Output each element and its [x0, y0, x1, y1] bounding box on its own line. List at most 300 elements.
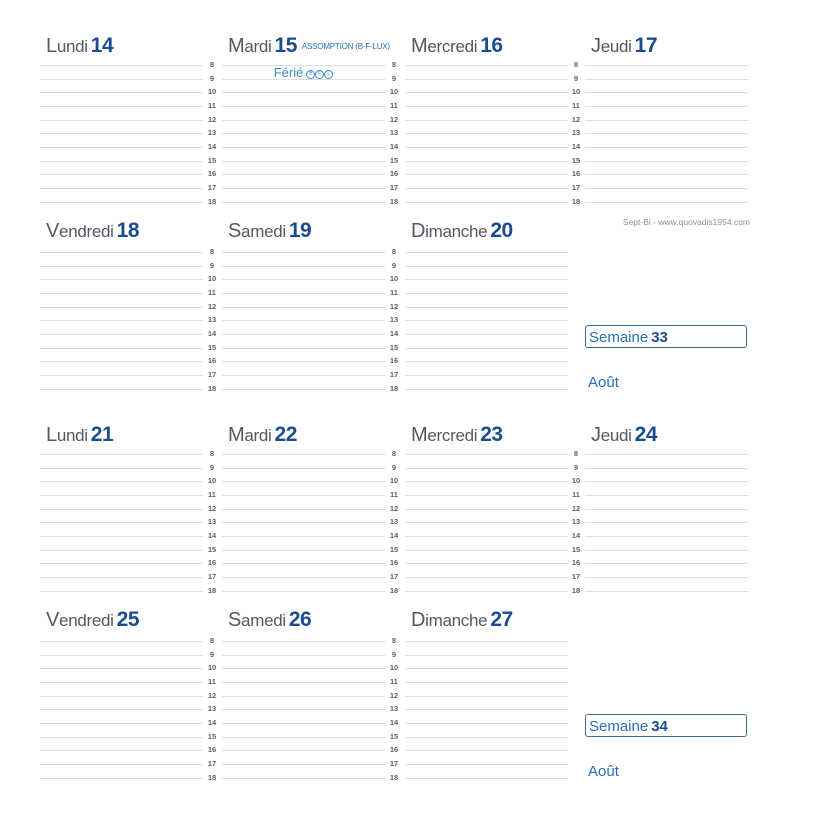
hour-line[interactable] — [405, 591, 568, 592]
hour-label: 17 — [207, 182, 217, 192]
hour-line[interactable] — [40, 307, 203, 308]
hour-line[interactable] — [222, 709, 385, 710]
day-block — [405, 35, 568, 204]
day-name-initial: M — [228, 424, 245, 446]
hour-label: 15 — [389, 342, 399, 352]
hour-line[interactable] — [222, 266, 385, 267]
day-number: 27 — [490, 608, 513, 631]
hour-line[interactable] — [405, 293, 568, 294]
hour-line[interactable] — [405, 764, 568, 765]
hour-line[interactable] — [40, 454, 203, 455]
hour-label: 15 — [207, 155, 217, 165]
hour-line[interactable] — [40, 655, 203, 656]
country-badge-icon: L — [324, 70, 333, 79]
hour-label: 12 — [571, 114, 581, 124]
hour-line[interactable] — [585, 65, 748, 66]
day-name-rest: eudi — [600, 37, 632, 56]
hour-label: 18 — [207, 196, 217, 206]
hour-line[interactable] — [405, 641, 568, 642]
hour-line[interactable] — [405, 668, 568, 669]
hour-line[interactable] — [40, 120, 203, 121]
hour-line[interactable] — [405, 133, 568, 134]
hour-line[interactable] — [405, 682, 568, 683]
hour-line[interactable] — [585, 577, 748, 578]
hour-line[interactable] — [405, 320, 568, 321]
hour-line[interactable] — [222, 668, 385, 669]
hour-line[interactable] — [405, 750, 568, 751]
day-block — [585, 424, 748, 593]
day-name-rest: ardi — [244, 37, 272, 56]
hour-line[interactable] — [40, 334, 203, 335]
day-name-initial: D — [411, 609, 426, 631]
day-name-rest: amedi — [241, 611, 286, 630]
hour-line[interactable] — [222, 174, 385, 175]
hour-line[interactable] — [40, 468, 203, 469]
week-label — [589, 718, 668, 735]
hour-line[interactable] — [222, 120, 385, 121]
hour-line[interactable] — [222, 696, 385, 697]
hour-label: 16 — [389, 558, 399, 568]
hour-line[interactable] — [405, 161, 568, 162]
hour-line[interactable] — [222, 481, 385, 482]
hour-line[interactable] — [585, 92, 748, 93]
hour-line[interactable] — [222, 106, 385, 107]
hour-label: 8 — [391, 60, 397, 69]
hour-label: 14 — [207, 717, 217, 727]
hour-line[interactable] — [585, 79, 748, 80]
hour-line[interactable] — [405, 778, 568, 779]
day-name — [46, 426, 88, 445]
hour-line[interactable] — [405, 252, 568, 253]
day-number: 15 — [274, 34, 297, 57]
hour-line[interactable] — [585, 468, 748, 469]
hour-line[interactable] — [40, 764, 203, 765]
day-title — [46, 424, 113, 445]
hour-line[interactable] — [585, 495, 748, 496]
hour-line[interactable] — [405, 454, 568, 455]
hour-line[interactable] — [585, 202, 748, 203]
hour-label: 12 — [207, 301, 217, 311]
hour-line[interactable] — [405, 348, 568, 349]
hour-line[interactable] — [40, 550, 203, 551]
hour-label: 12 — [207, 503, 217, 513]
day-name-rest: endredi — [59, 611, 114, 630]
hour-line[interactable] — [40, 563, 203, 564]
hour-label: 8 — [573, 449, 579, 458]
hour-line[interactable] — [405, 723, 568, 724]
hour-line[interactable] — [40, 320, 203, 321]
hour-line[interactable] — [222, 147, 385, 148]
hour-line[interactable] — [222, 723, 385, 724]
day-name — [411, 222, 487, 241]
hour-label: 8 — [209, 636, 215, 645]
hour-line[interactable] — [40, 682, 203, 683]
hour-label: 17 — [389, 182, 399, 192]
hour-line[interactable] — [585, 174, 748, 175]
hour-line[interactable] — [40, 495, 203, 496]
hour-line[interactable] — [40, 79, 203, 80]
hour-line[interactable] — [585, 509, 748, 510]
day-title — [46, 35, 113, 56]
hour-line[interactable] — [405, 737, 568, 738]
hour-label: 11 — [390, 100, 398, 110]
hour-label: 18 — [207, 772, 217, 782]
hour-label: 16 — [389, 169, 399, 179]
hour-line[interactable] — [222, 65, 385, 66]
hour-label: 15 — [571, 155, 581, 165]
hour-line[interactable] — [40, 737, 203, 738]
hour-label: 9 — [209, 260, 215, 270]
day-number: 16 — [480, 34, 503, 57]
day-name-rest: imanche — [425, 611, 488, 630]
hour-line[interactable] — [222, 161, 385, 162]
hour-line[interactable] — [405, 120, 568, 121]
hour-line[interactable] — [222, 307, 385, 308]
hour-label: 18 — [571, 585, 581, 595]
hour-line[interactable] — [585, 550, 748, 551]
hour-line[interactable] — [222, 334, 385, 335]
publisher-credit: Sept-Bi - www.quovadis1954.com — [622, 217, 750, 227]
hour-label: 11 — [208, 287, 216, 297]
hour-line[interactable] — [40, 389, 203, 390]
country-badge-icon: B — [306, 70, 315, 79]
hour-line[interactable] — [405, 655, 568, 656]
hour-label: 12 — [571, 503, 581, 513]
day-name-initial: J — [591, 424, 601, 446]
hour-line[interactable] — [405, 174, 568, 175]
hour-line[interactable] — [222, 591, 385, 592]
hour-line[interactable] — [405, 361, 568, 362]
hour-label: 11 — [208, 100, 216, 110]
day-name — [46, 222, 114, 241]
hour-label: 10 — [571, 87, 581, 97]
hour-label: 12 — [207, 114, 217, 124]
hour-line[interactable] — [405, 202, 568, 203]
hour-line[interactable] — [40, 202, 203, 203]
hour-line[interactable] — [585, 106, 748, 107]
hour-label: 17 — [389, 571, 399, 581]
hour-line[interactable] — [40, 375, 203, 376]
day-name — [411, 37, 477, 56]
hour-line[interactable] — [40, 591, 203, 592]
hour-label: 11 — [390, 287, 398, 297]
hour-line[interactable] — [405, 307, 568, 308]
day-name-rest: ercredi — [427, 37, 478, 56]
hour-line[interactable] — [405, 563, 568, 564]
hour-line[interactable] — [585, 133, 748, 134]
hour-line[interactable] — [40, 577, 203, 578]
hour-line[interactable] — [222, 550, 385, 551]
day-name-rest: eudi — [600, 426, 632, 445]
hour-label: 14 — [207, 530, 217, 540]
hour-line[interactable] — [40, 188, 203, 189]
hour-line[interactable] — [405, 495, 568, 496]
hour-line[interactable] — [222, 737, 385, 738]
hour-label: 14 — [389, 328, 399, 338]
day-name-initial: M — [228, 35, 245, 57]
hour-line[interactable] — [405, 550, 568, 551]
hour-label: 14 — [389, 717, 399, 727]
day-number: 22 — [274, 423, 297, 446]
hour-line[interactable] — [405, 106, 568, 107]
hour-line[interactable] — [405, 481, 568, 482]
hour-label: 14 — [571, 530, 581, 540]
day-name — [411, 426, 477, 445]
hour-label: 11 — [208, 676, 216, 686]
hour-line[interactable] — [40, 696, 203, 697]
day-number: 17 — [634, 34, 658, 57]
day-name — [228, 222, 286, 241]
hour-label: 14 — [389, 141, 399, 151]
hour-label: 11 — [390, 676, 398, 686]
day-title — [591, 35, 657, 56]
hour-line[interactable] — [40, 522, 203, 523]
hour-label: 10 — [207, 663, 217, 673]
hour-line[interactable] — [405, 389, 568, 390]
hour-line[interactable] — [222, 536, 385, 537]
day-block — [222, 609, 385, 780]
hour-line[interactable] — [585, 454, 748, 455]
hour-line[interactable] — [222, 778, 385, 779]
hour-line[interactable] — [40, 174, 203, 175]
week-label — [589, 329, 668, 346]
day-number: 14 — [90, 34, 114, 57]
hour-line[interactable] — [40, 709, 203, 710]
hour-label: 13 — [389, 704, 399, 714]
day-block — [40, 35, 203, 204]
hour-line[interactable] — [40, 133, 203, 134]
hour-line[interactable] — [222, 375, 385, 376]
day-title — [46, 220, 139, 241]
day-block — [405, 424, 568, 593]
hour-line[interactable] — [222, 468, 385, 469]
hour-label: 12 — [389, 301, 399, 311]
hour-label: 16 — [207, 745, 217, 755]
hour-label: 11 — [390, 489, 398, 499]
hour-label: 9 — [209, 649, 215, 659]
hour-label: 13 — [207, 704, 217, 714]
hour-line[interactable] — [405, 375, 568, 376]
day-name-initial: M — [411, 35, 428, 57]
hour-line[interactable] — [222, 655, 385, 656]
hour-label: 11 — [572, 100, 580, 110]
hour-line[interactable] — [222, 509, 385, 510]
day-title — [411, 609, 513, 630]
hour-line[interactable] — [405, 696, 568, 697]
hour-label: 17 — [207, 571, 217, 581]
hour-line[interactable] — [405, 188, 568, 189]
day-name-initial: S — [228, 609, 242, 631]
day-title — [411, 220, 513, 241]
hour-label: 14 — [207, 328, 217, 338]
hour-line[interactable] — [405, 266, 568, 267]
hour-label: 11 — [572, 489, 580, 499]
day-name-initial: M — [411, 424, 428, 446]
hour-line[interactable] — [40, 252, 203, 253]
hour-label: 17 — [571, 571, 581, 581]
hour-line[interactable] — [222, 92, 385, 93]
day-name-rest: endredi — [59, 222, 114, 241]
hour-line[interactable] — [40, 348, 203, 349]
hour-line[interactable] — [222, 454, 385, 455]
hour-label: 14 — [571, 141, 581, 151]
day-name-rest: undi — [56, 37, 88, 56]
hour-label: 8 — [209, 60, 215, 69]
hour-label: 9 — [391, 73, 397, 83]
hour-line[interactable] — [40, 106, 203, 107]
hour-label: 8 — [209, 449, 215, 458]
day-title — [228, 35, 390, 56]
hour-line[interactable] — [40, 509, 203, 510]
week-number: 34 — [651, 718, 668, 735]
day-block — [405, 220, 568, 391]
hour-line[interactable] — [222, 252, 385, 253]
hour-line[interactable] — [585, 563, 748, 564]
hour-line[interactable] — [585, 147, 748, 148]
hour-line[interactable] — [222, 188, 385, 189]
hour-line[interactable] — [222, 641, 385, 642]
hour-line[interactable] — [40, 668, 203, 669]
hour-line[interactable] — [40, 723, 203, 724]
hour-line[interactable] — [405, 279, 568, 280]
day-block — [40, 609, 203, 780]
week-label-text: Semaine — [589, 718, 649, 735]
hour-line[interactable] — [222, 577, 385, 578]
day-name-initial: S — [228, 220, 242, 242]
hour-label: 18 — [571, 196, 581, 206]
hour-label: 12 — [389, 503, 399, 513]
hour-label: 13 — [389, 128, 399, 138]
day-name-initial: L — [46, 424, 57, 446]
day-name-rest: amedi — [241, 222, 286, 241]
hour-line[interactable] — [405, 65, 568, 66]
hour-line[interactable] — [405, 577, 568, 578]
hour-line[interactable] — [585, 591, 748, 592]
hour-line[interactable] — [405, 522, 568, 523]
hour-line[interactable] — [222, 348, 385, 349]
hour-line[interactable] — [222, 764, 385, 765]
hour-line[interactable] — [222, 389, 385, 390]
hour-label: 17 — [207, 369, 217, 379]
day-name-initial: V — [46, 220, 60, 242]
hour-line[interactable] — [40, 266, 203, 267]
hour-line[interactable] — [40, 641, 203, 642]
holiday-label: ASSOMPTION (B-F-LUX) — [301, 42, 390, 51]
day-title — [591, 424, 657, 445]
hour-line[interactable] — [40, 750, 203, 751]
hour-line[interactable] — [40, 161, 203, 162]
hour-line[interactable] — [405, 147, 568, 148]
hour-label: 17 — [571, 182, 581, 192]
hour-line[interactable] — [585, 536, 748, 537]
hour-line[interactable] — [222, 293, 385, 294]
day-name — [228, 611, 286, 630]
hour-line[interactable] — [405, 709, 568, 710]
hour-line[interactable] — [222, 79, 385, 80]
day-number: 21 — [90, 423, 114, 446]
hour-label: 15 — [207, 342, 217, 352]
hour-line[interactable] — [222, 522, 385, 523]
hour-line[interactable] — [585, 522, 748, 523]
hour-label: 18 — [389, 585, 399, 595]
hour-line[interactable] — [222, 361, 385, 362]
hour-line[interactable] — [405, 536, 568, 537]
day-number: 24 — [634, 423, 658, 446]
hour-line[interactable] — [405, 79, 568, 80]
week-label-text: Semaine — [589, 329, 649, 346]
day-name — [591, 426, 632, 445]
hour-label: 9 — [209, 73, 215, 83]
hour-label: 13 — [207, 315, 217, 325]
day-number: 25 — [116, 608, 140, 631]
hour-line[interactable] — [40, 92, 203, 93]
hour-label: 10 — [389, 476, 399, 486]
hour-label: 14 — [207, 141, 217, 151]
day-block — [40, 220, 203, 391]
hour-line[interactable] — [40, 293, 203, 294]
hour-label: 8 — [391, 636, 397, 645]
hour-line[interactable] — [222, 495, 385, 496]
hour-label: 18 — [207, 383, 217, 393]
hour-label: 15 — [207, 731, 217, 741]
hour-line[interactable] — [585, 188, 748, 189]
hour-label: 13 — [389, 517, 399, 527]
hour-line[interactable] — [222, 682, 385, 683]
hour-line[interactable] — [222, 202, 385, 203]
day-name-initial: J — [591, 35, 601, 57]
hour-label: 16 — [389, 745, 399, 755]
hour-label: 9 — [573, 462, 579, 472]
day-name — [46, 611, 114, 630]
hour-label: 16 — [207, 356, 217, 366]
hour-label: 15 — [389, 544, 399, 554]
hour-label: 9 — [209, 462, 215, 472]
hour-line[interactable] — [585, 161, 748, 162]
hour-line[interactable] — [222, 563, 385, 564]
hour-line[interactable] — [40, 65, 203, 66]
hour-line[interactable] — [585, 481, 748, 482]
hour-line[interactable] — [40, 778, 203, 779]
hour-label: 17 — [207, 758, 217, 768]
day-number: 23 — [480, 423, 503, 446]
hour-line[interactable] — [405, 468, 568, 469]
hour-label: 10 — [207, 274, 217, 284]
hour-line[interactable] — [585, 120, 748, 121]
hour-line[interactable] — [222, 279, 385, 280]
hour-label: 10 — [207, 87, 217, 97]
country-badge-icon: F — [315, 70, 324, 79]
hour-line[interactable] — [40, 147, 203, 148]
hour-label: 10 — [389, 274, 399, 284]
day-block — [222, 220, 385, 391]
hour-label: 15 — [207, 544, 217, 554]
hour-line[interactable] — [222, 750, 385, 751]
hour-line[interactable] — [222, 133, 385, 134]
hour-line[interactable] — [405, 92, 568, 93]
hour-label: 10 — [207, 476, 217, 486]
hour-line[interactable] — [40, 536, 203, 537]
day-name-rest: ardi — [244, 426, 272, 445]
hour-label: 17 — [389, 369, 399, 379]
hour-label: 9 — [391, 462, 397, 472]
hour-line[interactable] — [222, 320, 385, 321]
hour-line[interactable] — [405, 334, 568, 335]
hour-line[interactable] — [405, 509, 568, 510]
hour-line[interactable] — [40, 279, 203, 280]
hour-label: 10 — [389, 663, 399, 673]
hour-line[interactable] — [40, 481, 203, 482]
hour-line[interactable] — [40, 361, 203, 362]
